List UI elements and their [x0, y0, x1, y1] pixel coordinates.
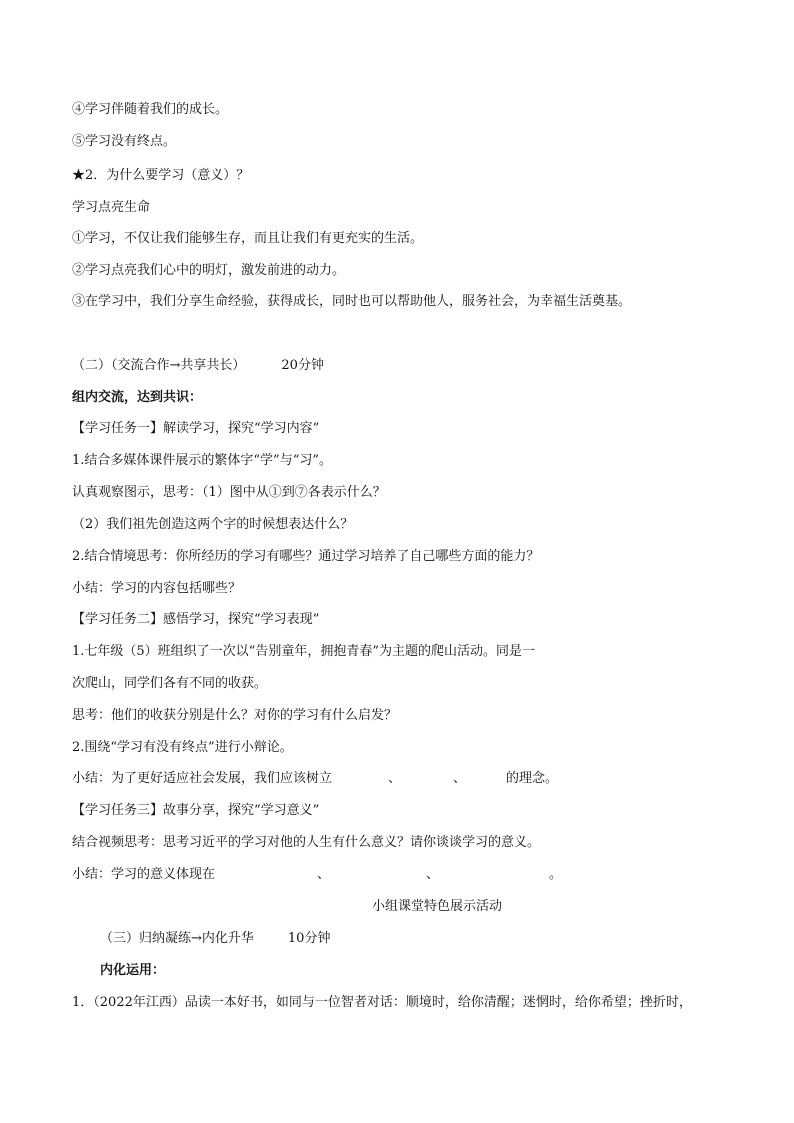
blank-suffix: 。	[549, 867, 563, 882]
task-heading: 【学习任务三】故事分享，探究“学习意义”	[72, 803, 320, 818]
text-line: ④学习伴随着我们的成长。	[72, 102, 229, 117]
section-heading: ★2．为什么要学习（意义）？	[72, 168, 250, 183]
text-line: 2.结合情境思考：你所经历的学习有哪些？通过学习培养了自己哪些方面的能力？	[72, 549, 540, 564]
text-line: （2）我们祖先创造这两个字的时候想表达什么？	[72, 517, 354, 532]
section-title: （二）（交流合作→共享共长）	[72, 358, 246, 373]
text-line: 小结：学习的内容包括哪些？	[72, 581, 242, 596]
text-line: ②学习点亮我们心中的明灯，激发前进的动力。	[72, 263, 346, 278]
text-line: ⑤学习没有终点。	[72, 134, 177, 149]
bold-label: 内化运用：	[100, 963, 166, 978]
text-line: 次爬山，同学们各有不同的收获。	[72, 676, 268, 691]
text-line: 结合视频思考：思考习近平的学习对他的人生有什么意义？请你谈谈学习的意义。	[72, 835, 541, 850]
fill-in-blank-line	[72, 866, 562, 884]
blank-separator: 、	[317, 867, 331, 882]
section-heading	[72, 357, 324, 375]
question-text: 1．（2022年江西）品读一本好书，如同与一位智者对话：顺境时，给你清醒；迷惘时，给你希望；挫折时，	[72, 995, 692, 1010]
blank-prefix: 小结：为了更好适应社会发展，我们应该树立	[72, 771, 333, 786]
blank-separator: 、	[388, 771, 402, 786]
text-line: 认真观察图示，思考：（1）图中从①到⑦各表示什么？	[72, 485, 386, 500]
bold-label: 组内交流，达到共识：	[72, 390, 203, 405]
task-heading: 【学习任务一】解读学习，探究“学习内容”	[72, 421, 320, 436]
blank-separator: 、	[453, 771, 467, 786]
section-title: （三）归纳凝练→内化升华	[100, 931, 254, 946]
text-line: ①学习，不仅让我们能够生存，而且让我们有更充实的生活。	[72, 231, 424, 246]
task-heading: 【学习任务二】感悟学习，探究“学习表现”	[72, 612, 320, 627]
text-line: 1.七年级（5）班组织了一次以“告别童年，拥抱青春”为主题的爬山活动。同是一	[72, 644, 535, 659]
activity-title: 小组课堂特色展示活动	[371, 899, 502, 914]
text-line: 1.结合多媒体课件展示的繁体字“学”与“习”。	[72, 453, 332, 468]
section-duration: 20分钟	[281, 358, 324, 373]
text-line: ③在学习中，我们分享生命经验，获得成长，同时也可以帮助他人，服务社会，为幸福生活奠基。	[72, 294, 632, 309]
blank-separator: 、	[426, 867, 440, 882]
blank-suffix: 的理念。	[506, 771, 559, 786]
text-line: 学习点亮生命	[72, 200, 151, 215]
blank-prefix: 小结：学习的意义体现在	[72, 867, 216, 882]
text-line: 2.围绕“学习有没有终点”进行小辩论。	[72, 740, 293, 755]
text-line: 思考：他们的收获分别是什么？对你的学习有什么启发？	[72, 708, 398, 723]
section-duration: 10分钟	[287, 931, 331, 946]
fill-in-blank-line	[72, 770, 558, 788]
section-heading	[100, 930, 330, 948]
